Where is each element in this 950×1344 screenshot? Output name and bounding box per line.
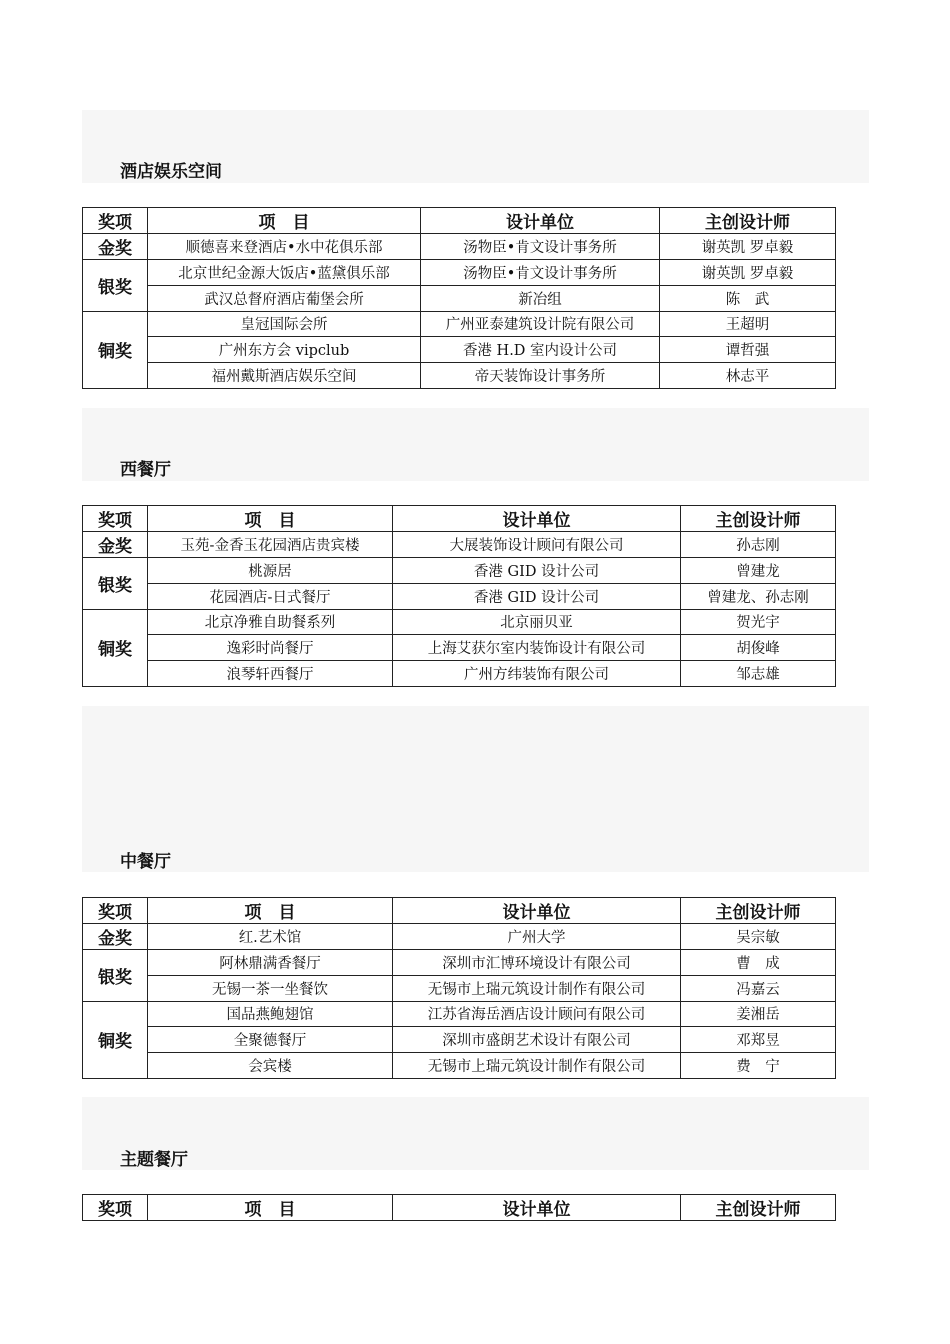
designer-cell: 吴宗敏 — [681, 924, 836, 950]
table-row — [83, 311, 836, 337]
award-level: 金奖 — [83, 532, 148, 558]
unit-cell: 北京丽贝亚 — [393, 609, 681, 635]
designer-cell: 曾建龙 — [681, 558, 836, 584]
table-row — [83, 337, 836, 363]
unit-cell: 新冶组 — [421, 285, 660, 311]
designer-cell: 冯嘉云 — [681, 975, 836, 1001]
header-award: 奖项 — [83, 506, 148, 532]
designer-cell: 姜湘岳 — [681, 1001, 836, 1027]
table-row — [83, 1027, 836, 1053]
unit-cell: 大展装饰设计顾问有限公司 — [393, 532, 681, 558]
designer-cell: 陈 武 — [660, 285, 836, 311]
designer-cell: 孙志刚 — [681, 532, 836, 558]
table-row — [83, 975, 836, 1001]
designer-cell: 谢英凯 罗卓毅 — [660, 260, 836, 286]
designer-cell: 贺光宇 — [681, 609, 836, 635]
table-row — [83, 234, 836, 260]
table-header-row — [83, 898, 836, 924]
award-level: 银奖 — [83, 260, 148, 312]
designer-cell: 邹志雄 — [681, 661, 836, 687]
section-title: 西餐厅 — [120, 460, 171, 480]
table-row — [83, 1053, 836, 1079]
award-level: 银奖 — [83, 950, 148, 1002]
project-cell: 无锡一茶一坐餐饮 — [148, 975, 393, 1001]
header-project: 项 目 — [148, 898, 393, 924]
section-band — [82, 408, 869, 481]
header-project: 项 目 — [148, 208, 421, 234]
designer-cell: 费 宁 — [681, 1053, 836, 1079]
unit-cell: 汤物臣•肯文设计事务所 — [421, 234, 660, 260]
section-title: 酒店娱乐空间 — [120, 162, 222, 182]
unit-cell: 深圳市汇博环境设计有限公司 — [393, 950, 681, 976]
table-row — [83, 950, 836, 976]
awards-table — [82, 897, 836, 1079]
unit-cell: 上海艾获尔室内装饰设计有限公司 — [393, 635, 681, 661]
award-level: 铜奖 — [83, 311, 148, 388]
table-row — [83, 635, 836, 661]
table-row — [83, 661, 836, 687]
section-band — [82, 706, 869, 872]
section-title: 中餐厅 — [120, 852, 171, 872]
award-level: 金奖 — [83, 234, 148, 260]
unit-cell: 深圳市盛朗艺术设计有限公司 — [393, 1027, 681, 1053]
project-cell: 红.艺术馆 — [148, 924, 393, 950]
project-cell: 会宾楼 — [148, 1053, 393, 1079]
award-level: 铜奖 — [83, 609, 148, 686]
award-level: 银奖 — [83, 558, 148, 610]
designer-cell: 谭哲强 — [660, 337, 836, 363]
table-header-row — [83, 1195, 836, 1221]
project-cell: 北京净雅自助餐系列 — [148, 609, 393, 635]
unit-cell: 香港 GID 设计公司 — [393, 583, 681, 609]
table-row — [83, 558, 836, 584]
unit-cell: 汤物臣•肯文设计事务所 — [421, 260, 660, 286]
header-designer: 主创设计师 — [681, 506, 836, 532]
header-award: 奖项 — [83, 898, 148, 924]
project-cell: 花园酒店-日式餐厅 — [148, 583, 393, 609]
header-award: 奖项 — [83, 1195, 148, 1221]
header-award: 奖项 — [83, 208, 148, 234]
table-header-row — [83, 506, 836, 532]
table-row — [83, 1001, 836, 1027]
award-level: 金奖 — [83, 924, 148, 950]
table-row — [83, 924, 836, 950]
table-row — [83, 260, 836, 286]
section-title: 主题餐厅 — [120, 1150, 188, 1170]
unit-cell: 江苏省海岳酒店设计顾问有限公司 — [393, 1001, 681, 1027]
table-row — [83, 532, 836, 558]
designer-cell: 曾建龙、孙志刚 — [681, 583, 836, 609]
designer-cell: 林志平 — [660, 363, 836, 389]
project-cell: 桃源居 — [148, 558, 393, 584]
award-level: 铜奖 — [83, 1001, 148, 1078]
project-cell: 福州戴斯酒店娱乐空间 — [148, 363, 421, 389]
unit-cell: 香港 GID 设计公司 — [393, 558, 681, 584]
project-cell: 武汉总督府酒店葡堡会所 — [148, 285, 421, 311]
header-unit: 设计单位 — [393, 1195, 681, 1221]
awards-table — [82, 1194, 836, 1221]
project-cell: 玉苑-金香玉花园酒店贵宾楼 — [148, 532, 393, 558]
header-unit: 设计单位 — [421, 208, 660, 234]
header-designer: 主创设计师 — [681, 1195, 836, 1221]
header-project: 项 目 — [148, 1195, 393, 1221]
awards-table — [82, 505, 836, 687]
unit-cell: 广州方纬装饰有限公司 — [393, 661, 681, 687]
project-cell: 浪琴轩西餐厅 — [148, 661, 393, 687]
table-row — [83, 363, 836, 389]
header-project: 项 目 — [148, 506, 393, 532]
unit-cell: 帝天装饰设计事务所 — [421, 363, 660, 389]
table-header-row — [83, 208, 836, 234]
designer-cell: 胡俊峰 — [681, 635, 836, 661]
project-cell: 顺德喜来登酒店•水中花俱乐部 — [148, 234, 421, 260]
designer-cell: 曹 成 — [681, 950, 836, 976]
header-designer: 主创设计师 — [681, 898, 836, 924]
table-row — [83, 609, 836, 635]
unit-cell: 无锡市上瑞元筑设计制作有限公司 — [393, 975, 681, 1001]
project-cell: 阿林鼎满香餐厅 — [148, 950, 393, 976]
header-unit: 设计单位 — [393, 506, 681, 532]
designer-cell: 王超明 — [660, 311, 836, 337]
awards-table — [82, 207, 836, 389]
unit-cell: 香港 H.D 室内设计公司 — [421, 337, 660, 363]
project-cell: 逸彩时尚餐厅 — [148, 635, 393, 661]
header-designer: 主创设计师 — [660, 208, 836, 234]
designer-cell: 谢英凯 罗卓毅 — [660, 234, 836, 260]
project-cell: 广州东方会 vipclub — [148, 337, 421, 363]
unit-cell: 广州大学 — [393, 924, 681, 950]
table-row — [83, 583, 836, 609]
project-cell: 全聚德餐厅 — [148, 1027, 393, 1053]
designer-cell: 邓郑昱 — [681, 1027, 836, 1053]
unit-cell: 无锡市上瑞元筑设计制作有限公司 — [393, 1053, 681, 1079]
section-band — [82, 1097, 869, 1170]
project-cell: 皇冠国际会所 — [148, 311, 421, 337]
header-unit: 设计单位 — [393, 898, 681, 924]
project-cell: 北京世纪金源大饭店•蓝黛俱乐部 — [148, 260, 421, 286]
unit-cell: 广州亚泰建筑设计院有限公司 — [421, 311, 660, 337]
table-row — [83, 285, 836, 311]
project-cell: 国品燕鲍翅馆 — [148, 1001, 393, 1027]
